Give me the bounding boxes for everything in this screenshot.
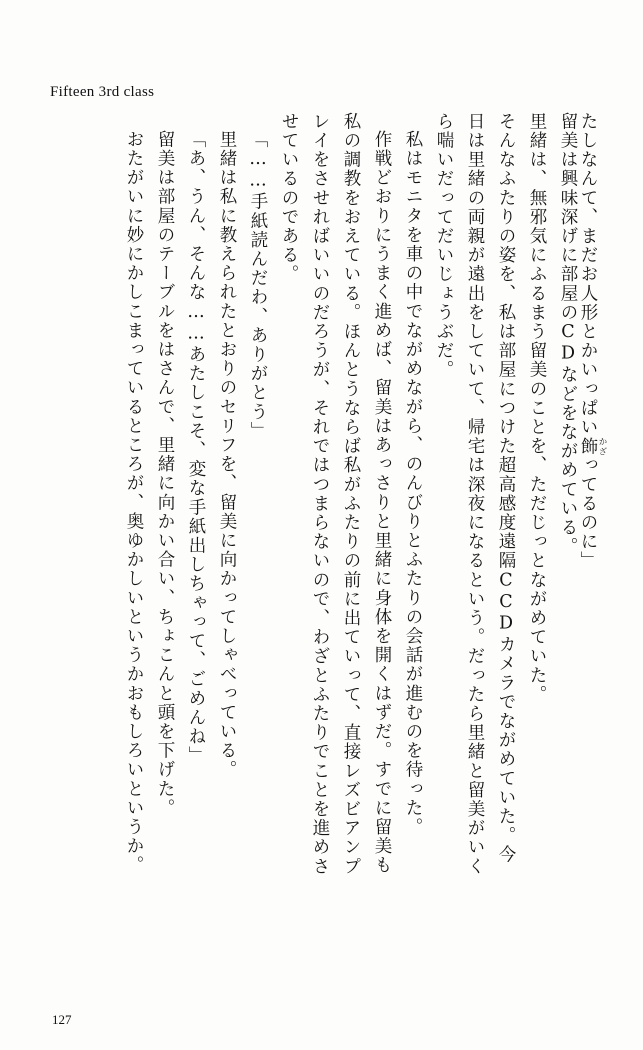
text-column-10: レイをさせればいいのだろうが、それではつまらないので、わざとふたりでことを進めさ — [310, 112, 330, 876]
page-header: Fifteen 3rd class — [50, 84, 155, 100]
text-column-5: 日は里緒の両親が遠出をしていて、帰宅は深夜になるという。だったら里緒と留美がいく — [465, 112, 485, 876]
ruby-kazaru: 飾 かざ — [578, 436, 607, 456]
text-column-14: 「あ、うん、そんな……あたしこそ、変な手紙出しちゃって、ごめんね」 — [186, 130, 206, 766]
text-column-8: 作戦どおりにうまく進めば、留美はあっさりと里緒に身体を開くはずだ。すでに留美も — [372, 130, 392, 875]
text-column-4: そんなふたりの姿を、私は部屋につけた超高感度遠隔CCDカメラでながめていた。今 — [496, 112, 516, 865]
text-column-3: 里緒は、無邪気にふるまう留美のことを、ただじっとながめていた。 — [527, 112, 547, 705]
text-column-13: 里緒は私に教えられたとおりのセリフを、留美に向かってしゃべっている。 — [217, 130, 237, 780]
text-column-7: 私はモニタを車の中でながめながら、のんびりとふたりの会話が進むのを待った。 — [403, 130, 423, 837]
text-column-16: おたがいに妙にかしこまっているところが、奥ゆかしいというかおもしろいというか。 — [124, 130, 144, 875]
text-column-2: 留美は興味深げに部屋のCDなどをながめている。 — [558, 112, 578, 557]
text-column-15: 留美は部屋のテーブルをはさんで、里緒に向かい合い、ちょこんと頭を下げた。 — [155, 130, 175, 818]
text-column-11: せているのである。 — [279, 112, 299, 284]
text-column-6: ら喘いだってだいじょうぶだ。 — [434, 112, 454, 380]
vertical-text-body — [44, 112, 607, 982]
page-number: 127 — [52, 1012, 72, 1027]
text-column-12: 「……手紙読んだわ、ありがとう」 — [248, 130, 268, 441]
text-column-9: 私の調教をおえている。ほんとうならば私がふたりの前に出ていって、直接レズビアンプ — [341, 112, 361, 876]
text-column-1: たしなんて、まだお人形とかいっぱい飾 かざってるのに」 — [578, 112, 607, 571]
